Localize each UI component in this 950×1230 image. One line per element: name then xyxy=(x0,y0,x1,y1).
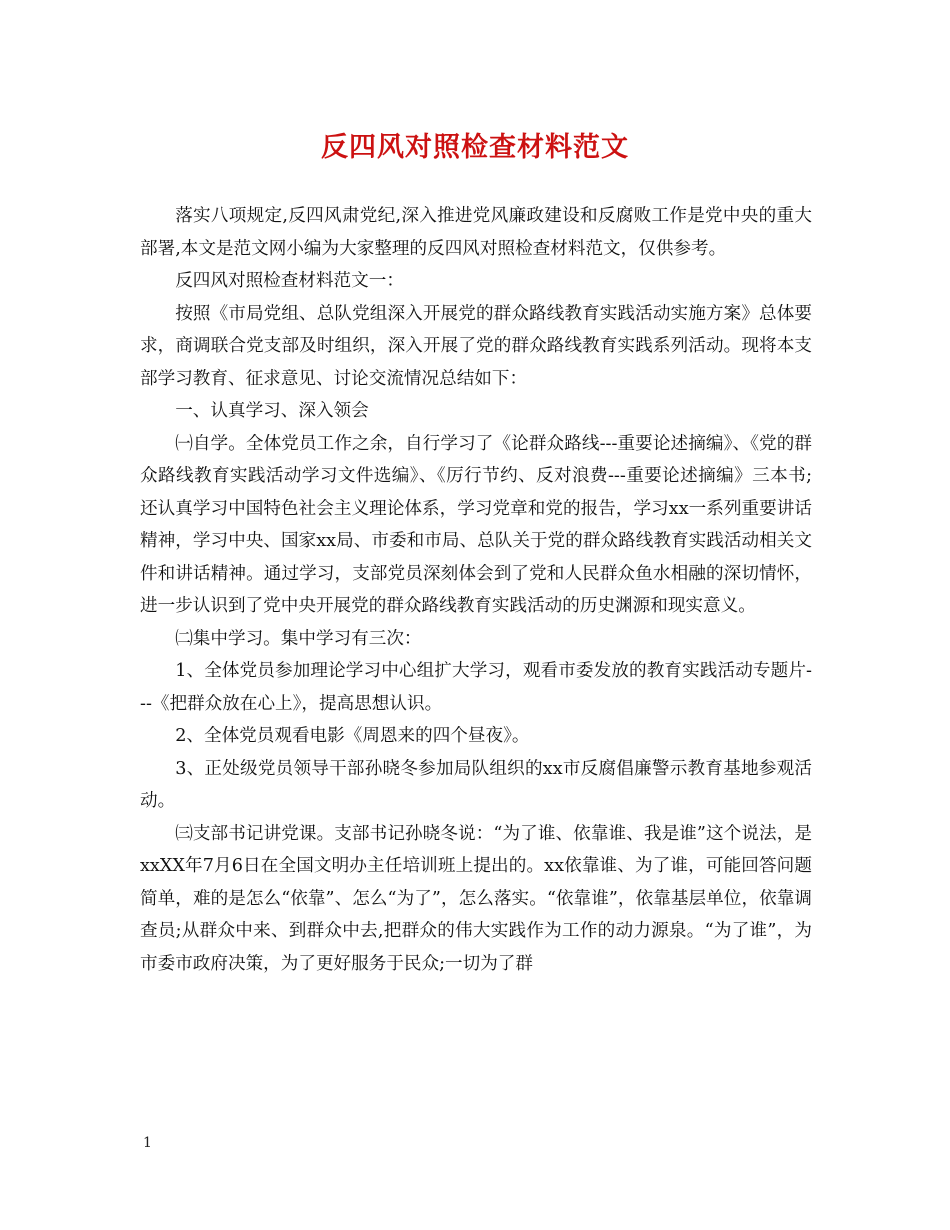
paragraph-group-study: ㈡集中学习。集中学习有三次： xyxy=(175,628,422,649)
paragraph-sample-heading: 反四风对照检查材料范文一： xyxy=(175,271,404,291)
list-item-1: 1、全体党员参加理论学习中心组扩大学习，观看市委发放的教育实践活动专题片---《把群众放在心上》，提高思想认识。 xyxy=(140,661,812,714)
paragraph-intro: 落实八项规定,反四风肃党纪,深入推进党风廉政建设和反腐败工作是党中央的重大部署,本文是范文网小编为大家整理的反四风对照检查材料范文，仅供参考。 xyxy=(140,206,812,259)
list-item-3: 3、正处级党员领导干部孙晓冬参加局队组织的xx市反腐倡廉警示教育基地参观活动。 xyxy=(140,758,812,811)
paragraph-overview: 按照《市局党组、总队党组深入开展党的群众路线教育实践活动实施方案》总体要求，商调联合党支部及时组织，深入开展了党的群众路线教育实践系列活动。现将本支部学习教育、征求意见、讨论交流情况总结如下： xyxy=(140,303,812,389)
paragraph-self-study: ㈠自学。全体党员工作之余，自行学习了《论群众路线---重要论述摘编》、《党的群众路线教育实践活动学习文件选编》、《厉行节约、反对浪费---重要论述摘编》三本书;还认真学习中国特色社会主义理论体系，学习党章和党的报告，学习xx一系列重要讲话精神，学习中央、国家xx局、市委和市局、总队关于党的群众路线教育实践活动相关文件和讲话精神。通过学习，支部党员深刻体会到了党和人民群众鱼水相融的深切情怀，进一步认识到了党中央开展党的群众路线教育实践活动的历史渊源和现实意义。 xyxy=(140,433,812,616)
list-item-2: 2、全体党员观看电影《周恩来的四个昼夜》。 xyxy=(175,726,530,746)
section-heading-study: 一、认真学习、深入领会 xyxy=(175,401,369,421)
page-number: 1 xyxy=(143,1135,152,1151)
document-body xyxy=(140,200,812,980)
document-title: 反四风对照检查材料范文 xyxy=(321,132,629,163)
paragraph-party-lecture: ㈢支部书记讲党课。支部书记孙晓冬说：“为了谁、依靠谁、我是谁”这个说法，是xxXX年7月6日在全国文明办主任培训班上提出的。xx依靠谁、为了谁，可能回答问题简单，难的是怎么“依靠”、怎么“为了”，怎么落实。“依靠谁”，依靠基层单位，依靠调查员;从群众中来、到群众中去,把群众的伟大实践作为工作的动力源泉。“为了谁”，为市委市政府决策，为了更好服务于民众;一切为了群 xyxy=(140,823,812,974)
